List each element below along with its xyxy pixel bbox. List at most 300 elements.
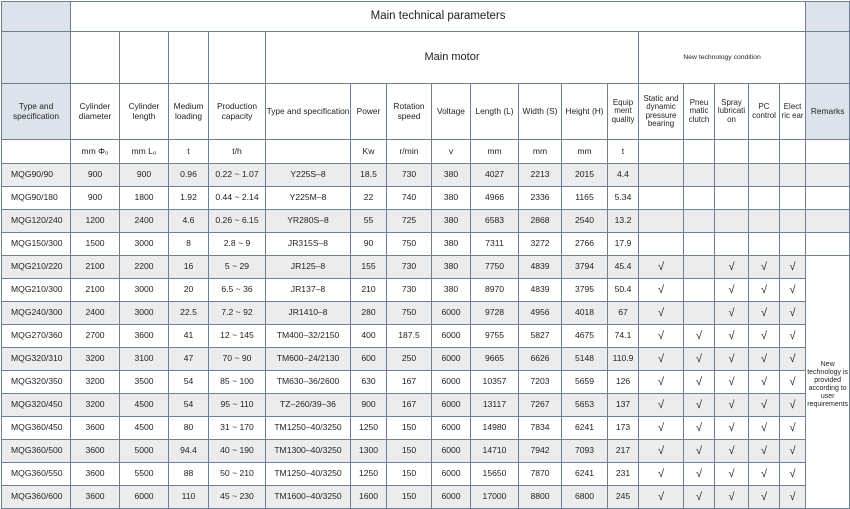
check-mark-icon: √: [715, 486, 749, 509]
cell-motor-type: JR137–8: [266, 279, 351, 302]
check-mark-icon: √: [684, 325, 715, 348]
cell-voltage: 6000: [432, 325, 471, 348]
column-unit: t: [169, 140, 209, 164]
check-mark-icon: √: [684, 394, 715, 417]
cell-speed: 730: [387, 279, 432, 302]
empty-check-cell: [684, 210, 715, 233]
cell-len-l: 7750: [471, 256, 519, 279]
cell-power: 280: [351, 302, 387, 325]
cell-width-s: 3272: [519, 233, 562, 256]
empty-check-cell: [684, 256, 715, 279]
check-mark-icon: √: [749, 256, 780, 279]
column-header: Static and dynamic pressure bearing: [639, 84, 684, 140]
cell-voltage: 380: [432, 256, 471, 279]
cell-capacity: 6.5 ~ 36: [209, 279, 266, 302]
cell-width-s: 7203: [519, 371, 562, 394]
table-row: [2, 463, 850, 486]
check-mark-icon: √: [639, 279, 684, 302]
cell-width-s: 4839: [519, 279, 562, 302]
cell-length: 6000: [120, 486, 169, 509]
empty-check-cell: [639, 210, 684, 233]
empty-check-cell: [639, 187, 684, 210]
cell-height-h: 3794: [562, 256, 608, 279]
column-header: Spray lubricati on: [715, 84, 749, 140]
empty-check-cell: [749, 233, 780, 256]
cell-voltage: 6000: [432, 302, 471, 325]
cell-len-l: 15650: [471, 463, 519, 486]
cell-motor-type: JR125–8: [266, 256, 351, 279]
cell-quality: 45.4: [608, 256, 639, 279]
check-mark-icon: √: [749, 325, 780, 348]
header-blank: [169, 32, 209, 84]
cell-len-l: 4966: [471, 187, 519, 210]
column-header: Power: [351, 84, 387, 140]
cell-height-h: 4675: [562, 325, 608, 348]
empty-check-cell: [749, 187, 780, 210]
cell-height-h: 4018: [562, 302, 608, 325]
cell-len-l: 14710: [471, 440, 519, 463]
check-mark-icon: √: [639, 440, 684, 463]
cell-speed: 167: [387, 371, 432, 394]
remarks-cell: [806, 164, 850, 187]
check-mark-icon: √: [639, 417, 684, 440]
cell-model: MQG320/450: [2, 394, 71, 417]
cell-loading: 22.5: [169, 302, 209, 325]
cell-loading: 94.4: [169, 440, 209, 463]
cell-voltage: 380: [432, 187, 471, 210]
check-mark-icon: √: [749, 302, 780, 325]
cell-len-l: 10357: [471, 371, 519, 394]
cell-power: 155: [351, 256, 387, 279]
column-unit: v: [432, 140, 471, 164]
cell-diameter: 1200: [71, 210, 120, 233]
cell-model: MQG320/310: [2, 348, 71, 371]
cell-length: 900: [120, 164, 169, 187]
column-header: Elect ric ear: [780, 84, 806, 140]
cell-height-h: 2015: [562, 164, 608, 187]
cell-width-s: 4839: [519, 256, 562, 279]
check-mark-icon: √: [715, 440, 749, 463]
cell-quality: 137: [608, 394, 639, 417]
cell-loading: 20: [169, 279, 209, 302]
cell-diameter: 900: [71, 164, 120, 187]
cell-height-h: 6800: [562, 486, 608, 509]
cell-speed: 750: [387, 302, 432, 325]
check-mark-icon: √: [749, 463, 780, 486]
cell-loading: 88: [169, 463, 209, 486]
table-row: [2, 394, 850, 417]
column-unit: [684, 140, 715, 164]
cell-power: 1250: [351, 463, 387, 486]
cell-model: MQG360/600: [2, 486, 71, 509]
empty-check-cell: [684, 233, 715, 256]
cell-model: MQG120/240: [2, 210, 71, 233]
cell-width-s: 8800: [519, 486, 562, 509]
check-mark-icon: √: [749, 417, 780, 440]
cell-loading: 41: [169, 325, 209, 348]
cell-length: 2200: [120, 256, 169, 279]
cell-power: 900: [351, 394, 387, 417]
column-unit: mm: [471, 140, 519, 164]
table-row: [2, 417, 850, 440]
table-row: [2, 486, 850, 509]
cell-speed: 250: [387, 348, 432, 371]
main-technical-parameters-header: Main technical parameters: [71, 2, 806, 32]
cell-len-l: 8970: [471, 279, 519, 302]
column-header: Width (S): [519, 84, 562, 140]
column-unit: t/h: [209, 140, 266, 164]
cell-capacity: 95 ~ 110: [209, 394, 266, 417]
cell-len-l: 17000: [471, 486, 519, 509]
column-unit: [639, 140, 684, 164]
header-blank: [120, 32, 169, 84]
check-mark-icon: √: [684, 486, 715, 509]
cell-height-h: 6241: [562, 463, 608, 486]
check-mark-icon: √: [715, 256, 749, 279]
check-mark-icon: √: [639, 302, 684, 325]
cell-loading: 80: [169, 417, 209, 440]
column-header: Length (L): [471, 84, 519, 140]
column-header: Production capacity: [209, 84, 266, 140]
cell-length: 1800: [120, 187, 169, 210]
cell-width-s: 6626: [519, 348, 562, 371]
cell-quality: 17.9: [608, 233, 639, 256]
empty-check-cell: [715, 210, 749, 233]
column-header: Voltage: [432, 84, 471, 140]
cell-capacity: 31 ~ 170: [209, 417, 266, 440]
cell-quality: 126: [608, 371, 639, 394]
cell-model: MQG270/360: [2, 325, 71, 348]
new-technology-condition-header: New technology condition: [639, 32, 806, 84]
cell-diameter: 900: [71, 187, 120, 210]
table-row: [2, 187, 850, 210]
check-mark-icon: √: [780, 325, 806, 348]
cell-loading: 1.92: [169, 187, 209, 210]
cell-model: MQG360/500: [2, 440, 71, 463]
cell-width-s: 2868: [519, 210, 562, 233]
cell-capacity: 85 ~ 100: [209, 371, 266, 394]
cell-loading: 110: [169, 486, 209, 509]
column-unit: mm: [562, 140, 608, 164]
table-row: [2, 348, 850, 371]
cell-height-h: 2540: [562, 210, 608, 233]
check-mark-icon: √: [749, 440, 780, 463]
remarks-note: New technology is provided according to user requirements: [806, 256, 850, 509]
column-header: Remarks: [806, 84, 850, 140]
cell-voltage: 6000: [432, 417, 471, 440]
cell-height-h: 1165: [562, 187, 608, 210]
check-mark-icon: √: [684, 348, 715, 371]
cell-height-h: 5659: [562, 371, 608, 394]
cell-loading: 4.6: [169, 210, 209, 233]
cell-length: 4500: [120, 417, 169, 440]
cell-quality: 110.9: [608, 348, 639, 371]
cell-power: 600: [351, 348, 387, 371]
cell-length: 2400: [120, 210, 169, 233]
cell-power: 1600: [351, 486, 387, 509]
check-mark-icon: √: [639, 256, 684, 279]
column-unit: [266, 140, 351, 164]
cell-height-h: 3795: [562, 279, 608, 302]
cell-motor-type: TM1250–40/3250: [266, 417, 351, 440]
check-mark-icon: √: [715, 325, 749, 348]
cell-len-l: 13117: [471, 394, 519, 417]
check-mark-icon: √: [749, 348, 780, 371]
empty-check-cell: [749, 164, 780, 187]
technical-parameters-table: [1, 1, 850, 509]
remarks-cell: [806, 233, 850, 256]
cell-height-h: 2766: [562, 233, 608, 256]
cell-power: 400: [351, 325, 387, 348]
cell-height-h: 5148: [562, 348, 608, 371]
column-header: Pneu matic clutch: [684, 84, 715, 140]
check-mark-icon: √: [715, 394, 749, 417]
table-row: [2, 371, 850, 394]
cell-motor-type: TM1250–40/3250: [266, 463, 351, 486]
cell-len-l: 14980: [471, 417, 519, 440]
header-corner: [2, 2, 71, 32]
cell-power: 18.5: [351, 164, 387, 187]
cell-voltage: 6000: [432, 486, 471, 509]
check-mark-icon: √: [715, 463, 749, 486]
cell-capacity: 0.22 ~ 1.07: [209, 164, 266, 187]
cell-voltage: 6000: [432, 348, 471, 371]
column-unit: [715, 140, 749, 164]
remarks-header-mid: [806, 32, 850, 84]
cell-quality: 245: [608, 486, 639, 509]
cell-diameter: 2700: [71, 325, 120, 348]
cell-len-l: 9755: [471, 325, 519, 348]
cell-power: 22: [351, 187, 387, 210]
check-mark-icon: √: [639, 371, 684, 394]
check-mark-icon: √: [780, 486, 806, 509]
table-row: [2, 164, 850, 187]
empty-check-cell: [715, 233, 749, 256]
remarks-header-top: [806, 2, 850, 32]
cell-capacity: 50 ~ 210: [209, 463, 266, 486]
check-mark-icon: √: [780, 302, 806, 325]
check-mark-icon: √: [639, 394, 684, 417]
cell-diameter: 3600: [71, 463, 120, 486]
cell-speed: 730: [387, 164, 432, 187]
check-mark-icon: √: [749, 371, 780, 394]
check-mark-icon: √: [780, 279, 806, 302]
cell-quality: 67: [608, 302, 639, 325]
cell-motor-type: TM400–32/2150: [266, 325, 351, 348]
check-mark-icon: √: [684, 417, 715, 440]
cell-diameter: 3600: [71, 440, 120, 463]
cell-quality: 231: [608, 463, 639, 486]
empty-check-cell: [639, 233, 684, 256]
check-mark-icon: √: [715, 302, 749, 325]
cell-capacity: 0.26 ~ 6.15: [209, 210, 266, 233]
cell-power: 55: [351, 210, 387, 233]
cell-power: 1250: [351, 417, 387, 440]
cell-model: MQG150/300: [2, 233, 71, 256]
cell-speed: 150: [387, 486, 432, 509]
cell-diameter: 1500: [71, 233, 120, 256]
cell-model: MQG320/350: [2, 371, 71, 394]
column-unit: mm L₀: [120, 140, 169, 164]
cell-length: 3600: [120, 325, 169, 348]
cell-diameter: 3200: [71, 371, 120, 394]
check-mark-icon: √: [780, 440, 806, 463]
cell-voltage: 380: [432, 279, 471, 302]
check-mark-icon: √: [780, 463, 806, 486]
column-header: Cylinder length: [120, 84, 169, 140]
cell-loading: 8: [169, 233, 209, 256]
cell-speed: 167: [387, 394, 432, 417]
column-header: Medium loading: [169, 84, 209, 140]
empty-check-cell: [715, 187, 749, 210]
column-unit: r/min: [387, 140, 432, 164]
cell-diameter: 2100: [71, 279, 120, 302]
cell-length: 3000: [120, 233, 169, 256]
column-header: Type and specification: [2, 84, 71, 140]
column-unit: [806, 140, 850, 164]
column-header: Cylinder diameter: [71, 84, 120, 140]
cell-length: 3000: [120, 279, 169, 302]
cell-width-s: 2213: [519, 164, 562, 187]
check-mark-icon: √: [684, 440, 715, 463]
cell-width-s: 7834: [519, 417, 562, 440]
table-row: [2, 256, 850, 279]
cell-width-s: 4956: [519, 302, 562, 325]
cell-model: MQG240/300: [2, 302, 71, 325]
cell-voltage: 6000: [432, 440, 471, 463]
cell-len-l: 6583: [471, 210, 519, 233]
cell-speed: 730: [387, 256, 432, 279]
cell-motor-type: JR1410–8: [266, 302, 351, 325]
cell-length: 3500: [120, 371, 169, 394]
column-header: Type and specification: [266, 84, 351, 140]
cell-speed: 740: [387, 187, 432, 210]
cell-length: 3100: [120, 348, 169, 371]
empty-check-cell: [780, 187, 806, 210]
cell-height-h: 7093: [562, 440, 608, 463]
check-mark-icon: √: [780, 371, 806, 394]
main-motor-header: Main motor: [266, 32, 639, 84]
check-mark-icon: √: [639, 348, 684, 371]
cell-quality: 74.1: [608, 325, 639, 348]
cell-motor-type: YR280S–8: [266, 210, 351, 233]
cell-loading: 47: [169, 348, 209, 371]
cell-length: 5500: [120, 463, 169, 486]
cell-voltage: 6000: [432, 394, 471, 417]
empty-check-cell: [749, 210, 780, 233]
table-row: [2, 325, 850, 348]
check-mark-icon: √: [780, 256, 806, 279]
cell-model: MQG360/550: [2, 463, 71, 486]
empty-check-cell: [715, 164, 749, 187]
empty-check-cell: [780, 233, 806, 256]
cell-diameter: 3600: [71, 486, 120, 509]
table-row: [2, 279, 850, 302]
cell-length: 5000: [120, 440, 169, 463]
cell-model: MQG90/90: [2, 164, 71, 187]
column-unit: t: [608, 140, 639, 164]
check-mark-icon: √: [684, 371, 715, 394]
cell-capacity: 40 ~ 190: [209, 440, 266, 463]
check-mark-icon: √: [639, 463, 684, 486]
cell-quality: 173: [608, 417, 639, 440]
cell-speed: 150: [387, 440, 432, 463]
cell-quality: 5.34: [608, 187, 639, 210]
check-mark-icon: √: [780, 417, 806, 440]
check-mark-icon: √: [749, 394, 780, 417]
cell-diameter: 3200: [71, 394, 120, 417]
cell-capacity: 12 ~ 145: [209, 325, 266, 348]
cell-model: MQG210/220: [2, 256, 71, 279]
table-row: [2, 210, 850, 233]
cell-model: MQG360/450: [2, 417, 71, 440]
cell-voltage: 6000: [432, 371, 471, 394]
cell-len-l: 7311: [471, 233, 519, 256]
header-blank: [71, 32, 120, 84]
cell-power: 210: [351, 279, 387, 302]
header-blank: [209, 32, 266, 84]
cell-speed: 750: [387, 233, 432, 256]
empty-check-cell: [639, 164, 684, 187]
column-header: PC control: [749, 84, 780, 140]
cell-diameter: 2400: [71, 302, 120, 325]
check-mark-icon: √: [684, 463, 715, 486]
cell-capacity: 0.44 ~ 2.14: [209, 187, 266, 210]
cell-quality: 50.4: [608, 279, 639, 302]
cell-motor-type: TM630–36/2600: [266, 371, 351, 394]
cell-diameter: 2100: [71, 256, 120, 279]
check-mark-icon: √: [715, 279, 749, 302]
check-mark-icon: √: [780, 394, 806, 417]
cell-power: 630: [351, 371, 387, 394]
column-unit: mm Φ₀: [71, 140, 120, 164]
cell-width-s: 5827: [519, 325, 562, 348]
check-mark-icon: √: [780, 348, 806, 371]
cell-loading: 54: [169, 394, 209, 417]
cell-voltage: 380: [432, 210, 471, 233]
cell-len-l: 4027: [471, 164, 519, 187]
cell-speed: 150: [387, 417, 432, 440]
cell-capacity: 2.8 ~ 9: [209, 233, 266, 256]
cell-speed: 187.5: [387, 325, 432, 348]
cell-capacity: 45 ~ 230: [209, 486, 266, 509]
column-unit: Kw: [351, 140, 387, 164]
cell-capacity: 70 ~ 90: [209, 348, 266, 371]
cell-quality: 217: [608, 440, 639, 463]
empty-check-cell: [684, 302, 715, 325]
cell-width-s: 2336: [519, 187, 562, 210]
cell-width-s: 7267: [519, 394, 562, 417]
column-header: Equip ment quality: [608, 84, 639, 140]
cell-diameter: 3600: [71, 417, 120, 440]
empty-check-cell: [780, 210, 806, 233]
remarks-cell: [806, 210, 850, 233]
cell-height-h: 6241: [562, 417, 608, 440]
empty-check-cell: [684, 164, 715, 187]
cell-height-h: 5653: [562, 394, 608, 417]
cell-width-s: 7870: [519, 463, 562, 486]
cell-capacity: 5 ~ 29: [209, 256, 266, 279]
header-spacer: [2, 32, 71, 84]
cell-width-s: 7942: [519, 440, 562, 463]
cell-model: MQG210/300: [2, 279, 71, 302]
spec-table-container: [1, 1, 850, 509]
cell-motor-type: TM1300–40/3250: [266, 440, 351, 463]
cell-voltage: 380: [432, 233, 471, 256]
cell-capacity: 7.2 ~ 92: [209, 302, 266, 325]
cell-loading: 16: [169, 256, 209, 279]
empty-check-cell: [684, 187, 715, 210]
